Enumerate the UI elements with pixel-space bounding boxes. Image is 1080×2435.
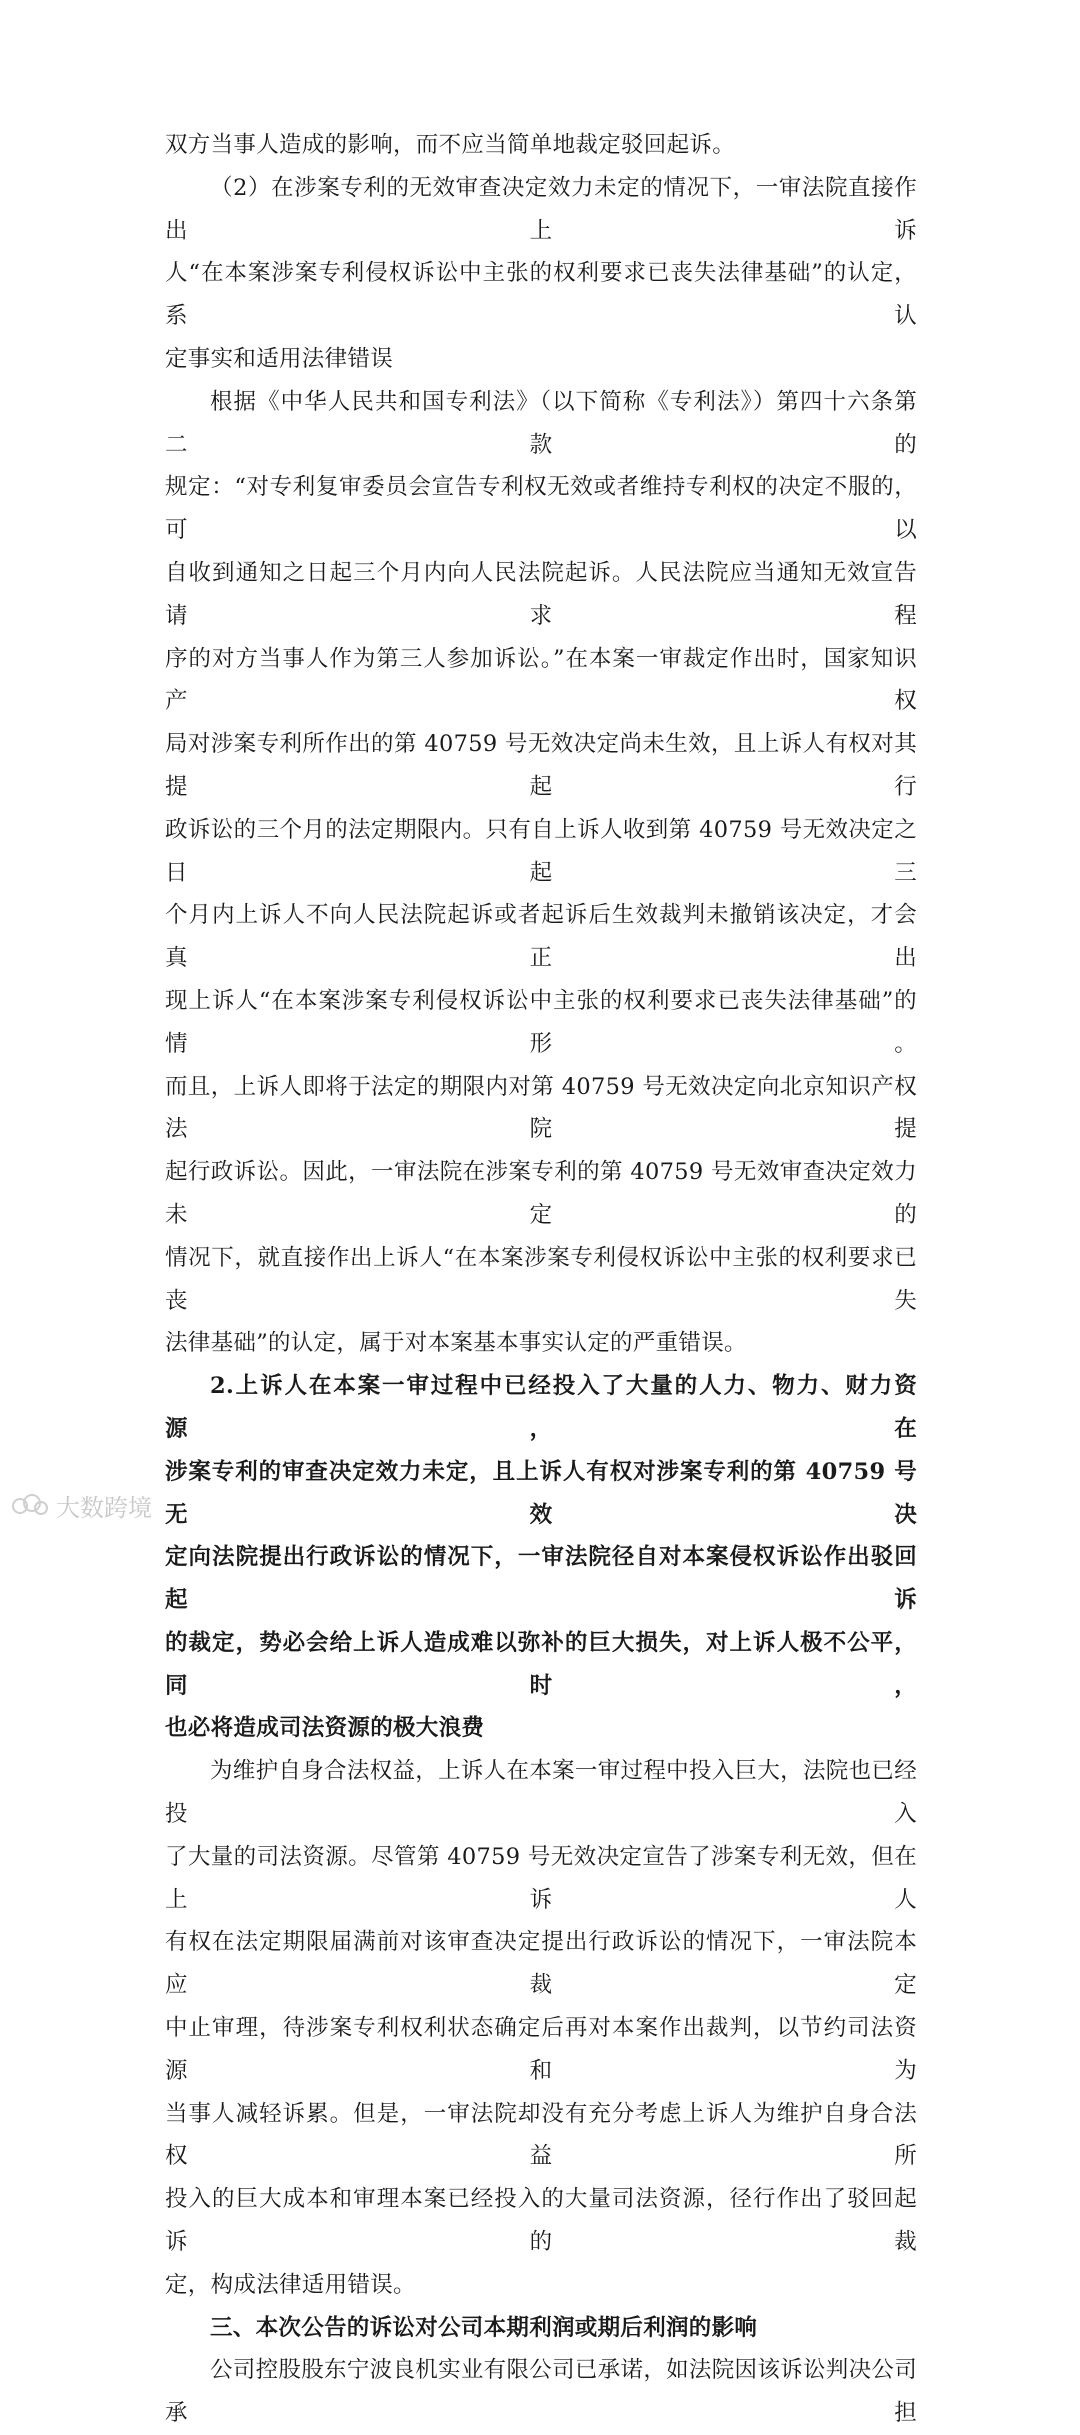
text-line: 2.上诉人在本案一审过程中已经投入了大量的人力、物力、财力资源，在 — [165, 1373, 917, 1442]
cloud-logo-icon — [10, 1492, 50, 1520]
watermark-text: 大数跨境 — [56, 1494, 152, 1522]
text-line: 现上诉人“在本案涉案专利侵权诉讼中主张的权利要求已丧失法律基础”的情形。 — [165, 987, 917, 1057]
text-line: （2）在涉案专利的无效审查决定效力未定的情况下，一审法院直接作出上诉 — [165, 174, 917, 244]
text-line: 涉案专利的审查决定效力未定，且上诉人有权对涉案专利的第 40759 号无效决 — [165, 1458, 917, 1528]
paragraph-5 — [165, 1750, 917, 2306]
text-line: 为维护自身合法权益，上诉人在本案一审过程中投入巨大，法院也已经投入 — [165, 1758, 917, 1828]
section-heading-3 — [165, 2307, 917, 2350]
text-line: 自收到通知之日起三个月内向人民法院起诉。人民法院应当通知无效宣告请求程 — [165, 559, 917, 629]
paragraph-4-bold-heading — [165, 1365, 917, 1750]
text-line: 双方当事人造成的影响，而不应当简单地裁定驳回起诉。 — [165, 132, 736, 158]
text-line: 也必将造成司法资源的极大浪费 — [165, 1715, 485, 1742]
text-line: 定事实和适用法律错误 — [165, 345, 394, 372]
text-line: 的裁定，势必会给上诉人造成难以弥补的巨大损失，对上诉人极不公平，同时， — [165, 1629, 917, 1699]
text-line: 中止审理，待涉案专利权利状态确定后再对本案作出裁判，以节约司法资源和为 — [165, 2015, 917, 2084]
text-line: 情况下，就直接作出上诉人“在本案涉案专利侵权诉讼中主张的权利要求已丧失 — [165, 1244, 917, 1314]
watermark — [10, 1488, 152, 1523]
text-line: 公司控股股东宁波良机实业有限公司已承诺，如法院因该诉讼判决公司承担 — [165, 2357, 917, 2427]
text-line: 了大量的司法资源。尽管第 40759 号无效决定宣告了涉案专利无效，但在上诉人 — [165, 1843, 917, 1913]
text-line: 定，构成法律适用错误。 — [165, 2271, 416, 2298]
text-line: 有权在法定期限届满前对该审查决定提出行政诉讼的情况下，一审法院本应裁定 — [165, 1929, 917, 1999]
text-line: 人“在本案涉案专利侵权诉讼中主张的权利要求已丧失法律基础”的认定，系认 — [165, 260, 917, 330]
document-page — [165, 124, 917, 2435]
section-title: 三、本次公告的诉讼对公司本期利润或期后利润的影响 — [210, 2314, 758, 2341]
text-line: 法律基础”的认定，属于对本案基本事实认定的严重错误。 — [165, 1330, 747, 1357]
paragraph-3 — [165, 381, 917, 1365]
text-line: 而且，上诉人即将于法定的期限内对第 40759 号无效决定向北京知识产权法院提 — [165, 1073, 917, 1143]
text-line: 局对涉案专利所作出的第 40759 号无效决定尚未生效，且上诉人有权对其提起行 — [165, 731, 917, 800]
text-line: 政诉讼的三个月的法定期限内。只有自上诉人收到第 40759 号无效决定之日起三 — [165, 816, 917, 886]
paragraph-7 — [165, 2349, 917, 2435]
text-line: 当事人减轻诉累。但是，一审法院却没有充分考虑上诉人为维护自身合法权益所 — [165, 2100, 917, 2170]
text-line: 个月内上诉人不向人民法院起诉或者起诉后生效裁判未撤销该决定，才会真正出 — [165, 902, 917, 972]
text-line: 序的对方当事人作为第三人参加诉讼。”在本案一审裁定作出时，国家知识产权 — [165, 645, 917, 715]
text-line: 投入的巨大成本和审理本案已经投入的大量司法资源，径行作出了驳回起诉的裁 — [165, 2186, 917, 2256]
text-line: 定向法院提出行政诉讼的情况下，一审法院径自对本案侵权诉讼作出驳回起诉 — [165, 1544, 917, 1614]
paragraph-2 — [165, 167, 917, 381]
text-line: 根据《中华人民共和国专利法》（以下简称《专利法》）第四十六条第二款的 — [165, 388, 917, 458]
paragraph-1 — [165, 124, 917, 167]
text-line: 规定：“对专利复审委员会宣告专利权无效或者维持专利权的决定不服的，可以 — [165, 474, 917, 544]
text-line: 起行政诉讼。因此，一审法院在涉案专利的第 40759 号无效审查决定效力未定的 — [165, 1159, 917, 1228]
